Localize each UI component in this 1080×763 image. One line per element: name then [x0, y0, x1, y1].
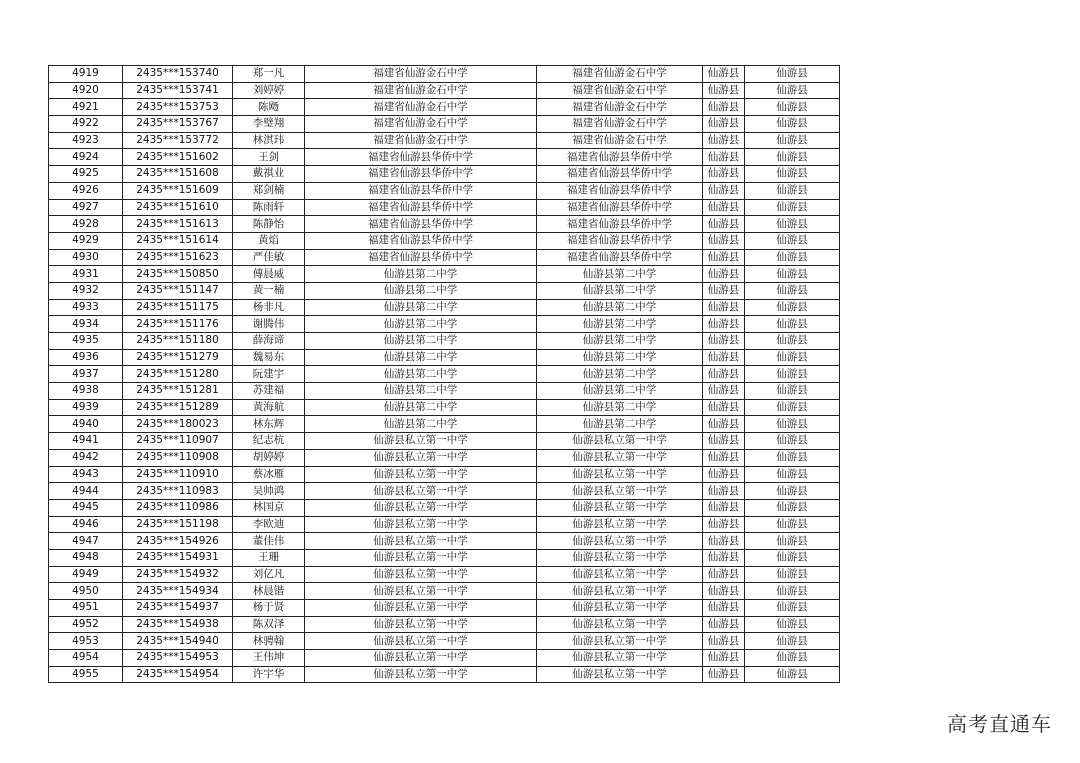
county-repeat-cell: 仙游县 — [745, 232, 840, 249]
student-name-cell: 王剑 — [233, 149, 305, 166]
county-repeat-cell: 仙游县 — [745, 216, 840, 233]
table-row — [49, 449, 840, 466]
row-number-cell: 4947 — [49, 533, 123, 550]
school-name-cell: 仙游县第二中学 — [305, 416, 537, 433]
school-name-cell: 福建省仙游县华侨中学 — [305, 199, 537, 216]
row-number-cell: 4939 — [49, 399, 123, 416]
exam-id-cell: 2435***151281 — [123, 383, 233, 400]
school-name-cell: 仙游县私立第一中学 — [305, 449, 537, 466]
county-repeat-cell: 仙游县 — [745, 66, 840, 83]
school-name-cell: 仙游县私立第一中学 — [305, 616, 537, 633]
student-name-cell: 蔡冰雁 — [233, 466, 305, 483]
school-name-cell: 福建省仙游金石中学 — [305, 99, 537, 116]
school-name-cell: 仙游县私立第一中学 — [305, 600, 537, 617]
row-number-cell: 4933 — [49, 299, 123, 316]
table-row — [49, 182, 840, 199]
school-name-cell: 福建省仙游金石中学 — [305, 66, 537, 83]
table-row — [49, 549, 840, 566]
school-name-repeat-cell: 仙游县第二中学 — [537, 416, 703, 433]
student-name-cell: 李璧翔 — [233, 116, 305, 133]
county-cell: 仙游县 — [703, 182, 745, 199]
county-cell: 仙游县 — [703, 399, 745, 416]
school-name-cell: 福建省仙游金石中学 — [305, 116, 537, 133]
exam-id-cell: 2435***154954 — [123, 666, 233, 683]
exam-id-cell: 2435***151608 — [123, 166, 233, 183]
county-repeat-cell: 仙游县 — [745, 583, 840, 600]
school-name-repeat-cell: 仙游县私立第一中学 — [537, 566, 703, 583]
county-cell: 仙游县 — [703, 333, 745, 350]
school-name-cell: 仙游县第二中学 — [305, 299, 537, 316]
school-name-cell: 仙游县私立第一中学 — [305, 466, 537, 483]
county-cell: 仙游县 — [703, 132, 745, 149]
school-name-repeat-cell: 仙游县私立第一中学 — [537, 616, 703, 633]
school-name-cell: 福建省仙游金石中学 — [305, 82, 537, 99]
table-row — [49, 249, 840, 266]
school-name-repeat-cell: 福建省仙游县华侨中学 — [537, 249, 703, 266]
exam-id-cell: 2435***153767 — [123, 116, 233, 133]
county-repeat-cell: 仙游县 — [745, 316, 840, 333]
county-cell: 仙游县 — [703, 566, 745, 583]
school-name-repeat-cell: 仙游县私立第一中学 — [537, 600, 703, 617]
row-number-cell: 4946 — [49, 516, 123, 533]
student-name-cell: 魏易东 — [233, 349, 305, 366]
row-number-cell: 4921 — [49, 99, 123, 116]
row-number-cell: 4920 — [49, 82, 123, 99]
row-number-cell: 4931 — [49, 266, 123, 283]
exam-id-cell: 2435***180023 — [123, 416, 233, 433]
table-row — [49, 282, 840, 299]
school-name-repeat-cell: 仙游县私立第一中学 — [537, 549, 703, 566]
table-row — [49, 399, 840, 416]
county-repeat-cell: 仙游县 — [745, 366, 840, 383]
county-repeat-cell: 仙游县 — [745, 633, 840, 650]
row-number-cell: 4937 — [49, 366, 123, 383]
student-name-cell: 陈飏 — [233, 99, 305, 116]
exam-id-cell: 2435***151180 — [123, 333, 233, 350]
county-cell: 仙游县 — [703, 466, 745, 483]
school-name-cell: 仙游县私立第一中学 — [305, 533, 537, 550]
county-cell: 仙游县 — [703, 282, 745, 299]
row-number-cell: 4951 — [49, 600, 123, 617]
school-name-cell: 仙游县私立第一中学 — [305, 483, 537, 500]
school-name-repeat-cell: 仙游县私立第一中学 — [537, 483, 703, 500]
student-name-cell: 黄焰 — [233, 232, 305, 249]
student-name-cell: 董佳伟 — [233, 533, 305, 550]
row-number-cell: 4930 — [49, 249, 123, 266]
county-repeat-cell: 仙游县 — [745, 466, 840, 483]
school-name-repeat-cell: 福建省仙游县华侨中学 — [537, 199, 703, 216]
county-repeat-cell: 仙游县 — [745, 433, 840, 450]
county-cell: 仙游县 — [703, 216, 745, 233]
exam-id-cell: 2435***154940 — [123, 633, 233, 650]
exam-id-cell: 2435***154931 — [123, 549, 233, 566]
table-row — [49, 383, 840, 400]
table-row — [49, 66, 840, 83]
school-name-repeat-cell: 仙游县私立第一中学 — [537, 449, 703, 466]
student-name-cell: 郑剑楠 — [233, 182, 305, 199]
county-cell: 仙游县 — [703, 650, 745, 667]
exam-id-cell: 2435***154926 — [123, 533, 233, 550]
student-name-cell: 薛海谛 — [233, 333, 305, 350]
school-name-cell: 仙游县私立第一中学 — [305, 633, 537, 650]
county-repeat-cell: 仙游县 — [745, 616, 840, 633]
row-number-cell: 4922 — [49, 116, 123, 133]
school-name-repeat-cell: 仙游县私立第一中学 — [537, 533, 703, 550]
exam-id-cell: 2435***153753 — [123, 99, 233, 116]
student-name-cell: 苏建福 — [233, 383, 305, 400]
school-name-repeat-cell: 仙游县私立第一中学 — [537, 516, 703, 533]
school-name-cell: 仙游县私立第一中学 — [305, 583, 537, 600]
school-name-repeat-cell: 福建省仙游金石中学 — [537, 82, 703, 99]
school-name-cell: 仙游县第二中学 — [305, 349, 537, 366]
row-number-cell: 4926 — [49, 182, 123, 199]
county-cell: 仙游县 — [703, 549, 745, 566]
student-name-cell: 刘亿凡 — [233, 566, 305, 583]
exam-id-cell: 2435***150850 — [123, 266, 233, 283]
table-row — [49, 416, 840, 433]
school-name-cell: 福建省仙游县华侨中学 — [305, 249, 537, 266]
roster-body — [49, 66, 840, 683]
county-repeat-cell: 仙游县 — [745, 82, 840, 99]
row-number-cell: 4925 — [49, 166, 123, 183]
school-name-cell: 福建省仙游县华侨中学 — [305, 216, 537, 233]
row-number-cell: 4948 — [49, 549, 123, 566]
student-name-cell: 吴帅鸿 — [233, 483, 305, 500]
county-cell: 仙游县 — [703, 199, 745, 216]
school-name-cell: 仙游县私立第一中学 — [305, 516, 537, 533]
table-row — [49, 366, 840, 383]
student-name-cell: 陈双泽 — [233, 616, 305, 633]
school-name-cell: 仙游县私立第一中学 — [305, 549, 537, 566]
exam-id-cell: 2435***153740 — [123, 66, 233, 83]
table-row — [49, 499, 840, 516]
row-number-cell: 4927 — [49, 199, 123, 216]
school-name-cell: 福建省仙游县华侨中学 — [305, 166, 537, 183]
school-name-repeat-cell: 仙游县私立第一中学 — [537, 433, 703, 450]
school-name-repeat-cell: 福建省仙游县华侨中学 — [537, 232, 703, 249]
county-cell: 仙游县 — [703, 449, 745, 466]
exam-id-cell: 2435***110907 — [123, 433, 233, 450]
student-name-cell: 刘婷婷 — [233, 82, 305, 99]
county-cell: 仙游县 — [703, 82, 745, 99]
table-row — [49, 349, 840, 366]
school-name-cell: 仙游县第二中学 — [305, 383, 537, 400]
school-name-repeat-cell: 福建省仙游县华侨中学 — [537, 216, 703, 233]
exam-id-cell: 2435***151602 — [123, 149, 233, 166]
row-number-cell: 4923 — [49, 132, 123, 149]
table-row — [49, 666, 840, 683]
county-repeat-cell: 仙游县 — [745, 182, 840, 199]
row-number-cell: 4938 — [49, 383, 123, 400]
school-name-cell: 仙游县第二中学 — [305, 399, 537, 416]
exam-id-cell: 2435***154953 — [123, 650, 233, 667]
exam-id-cell: 2435***110908 — [123, 449, 233, 466]
row-number-cell: 4929 — [49, 232, 123, 249]
county-repeat-cell: 仙游县 — [745, 116, 840, 133]
row-number-cell: 4936 — [49, 349, 123, 366]
student-name-cell: 林晨锴 — [233, 583, 305, 600]
county-repeat-cell: 仙游县 — [745, 449, 840, 466]
county-cell: 仙游县 — [703, 366, 745, 383]
table-row — [49, 132, 840, 149]
row-number-cell: 4950 — [49, 583, 123, 600]
county-repeat-cell: 仙游县 — [745, 399, 840, 416]
county-cell: 仙游县 — [703, 633, 745, 650]
table-row — [49, 166, 840, 183]
table-row — [49, 216, 840, 233]
school-name-repeat-cell: 仙游县私立第一中学 — [537, 499, 703, 516]
county-repeat-cell: 仙游县 — [745, 266, 840, 283]
student-name-cell: 许宇华 — [233, 666, 305, 683]
school-name-repeat-cell: 福建省仙游金石中学 — [537, 66, 703, 83]
student-name-cell: 林淇玮 — [233, 132, 305, 149]
exam-id-cell: 2435***154934 — [123, 583, 233, 600]
exam-id-cell: 2435***154932 — [123, 566, 233, 583]
table-row — [49, 266, 840, 283]
school-name-cell: 仙游县私立第一中学 — [305, 650, 537, 667]
county-repeat-cell: 仙游县 — [745, 533, 840, 550]
table-row — [49, 82, 840, 99]
table-row — [49, 533, 840, 550]
school-name-cell: 福建省仙游县华侨中学 — [305, 232, 537, 249]
row-number-cell: 4949 — [49, 566, 123, 583]
exam-id-cell: 2435***153741 — [123, 82, 233, 99]
exam-id-cell: 2435***153772 — [123, 132, 233, 149]
table-row — [49, 616, 840, 633]
county-repeat-cell: 仙游县 — [745, 282, 840, 299]
county-cell: 仙游县 — [703, 499, 745, 516]
school-name-repeat-cell: 仙游县私立第一中学 — [537, 633, 703, 650]
exam-id-cell: 2435***151175 — [123, 299, 233, 316]
county-cell: 仙游县 — [703, 116, 745, 133]
county-repeat-cell: 仙游县 — [745, 99, 840, 116]
county-cell: 仙游县 — [703, 266, 745, 283]
student-name-cell: 严佳敏 — [233, 249, 305, 266]
table-row — [49, 149, 840, 166]
exam-id-cell: 2435***151147 — [123, 282, 233, 299]
table-row — [49, 433, 840, 450]
exam-id-cell: 2435***151279 — [123, 349, 233, 366]
school-name-repeat-cell: 福建省仙游金石中学 — [537, 116, 703, 133]
school-name-repeat-cell: 仙游县第二中学 — [537, 316, 703, 333]
school-name-cell: 仙游县私立第一中学 — [305, 433, 537, 450]
county-cell: 仙游县 — [703, 616, 745, 633]
county-repeat-cell: 仙游县 — [745, 499, 840, 516]
exam-id-cell: 2435***154937 — [123, 600, 233, 617]
student-name-cell: 王伟坤 — [233, 650, 305, 667]
county-cell: 仙游县 — [703, 666, 745, 683]
county-repeat-cell: 仙游县 — [745, 549, 840, 566]
exam-id-cell: 2435***110983 — [123, 483, 233, 500]
school-name-repeat-cell: 仙游县私立第一中学 — [537, 583, 703, 600]
county-repeat-cell: 仙游县 — [745, 166, 840, 183]
county-repeat-cell: 仙游县 — [745, 566, 840, 583]
school-name-repeat-cell: 福建省仙游县华侨中学 — [537, 149, 703, 166]
school-name-repeat-cell: 福建省仙游县华侨中学 — [537, 182, 703, 199]
school-name-cell: 福建省仙游金石中学 — [305, 132, 537, 149]
student-name-cell: 杨非凡 — [233, 299, 305, 316]
row-number-cell: 4941 — [49, 433, 123, 450]
school-name-repeat-cell: 仙游县第二中学 — [537, 399, 703, 416]
student-name-cell: 黄一楠 — [233, 282, 305, 299]
county-cell: 仙游县 — [703, 533, 745, 550]
table-row — [49, 583, 840, 600]
row-number-cell: 4940 — [49, 416, 123, 433]
row-number-cell: 4943 — [49, 466, 123, 483]
county-cell: 仙游县 — [703, 383, 745, 400]
row-number-cell: 4953 — [49, 633, 123, 650]
row-number-cell: 4928 — [49, 216, 123, 233]
county-repeat-cell: 仙游县 — [745, 383, 840, 400]
county-cell: 仙游县 — [703, 416, 745, 433]
student-name-cell: 傅晨威 — [233, 266, 305, 283]
exam-id-cell: 2435***110986 — [123, 499, 233, 516]
student-name-cell: 王珊 — [233, 549, 305, 566]
exam-id-cell: 2435***151609 — [123, 182, 233, 199]
school-name-cell: 仙游县第二中学 — [305, 366, 537, 383]
student-name-cell: 纪志杭 — [233, 433, 305, 450]
school-name-repeat-cell: 仙游县第二中学 — [537, 366, 703, 383]
table-row — [49, 99, 840, 116]
table-row — [49, 299, 840, 316]
school-name-repeat-cell: 福建省仙游县华侨中学 — [537, 166, 703, 183]
table-row — [49, 600, 840, 617]
row-number-cell: 4935 — [49, 333, 123, 350]
exam-id-cell: 2435***151198 — [123, 516, 233, 533]
table-row — [49, 483, 840, 500]
school-name-repeat-cell: 仙游县第二中学 — [537, 299, 703, 316]
school-name-repeat-cell: 仙游县私立第一中学 — [537, 466, 703, 483]
school-name-repeat-cell: 仙游县私立第一中学 — [537, 666, 703, 683]
student-name-cell: 林骋翰 — [233, 633, 305, 650]
student-name-cell: 陈雨轩 — [233, 199, 305, 216]
table-row — [49, 466, 840, 483]
county-cell: 仙游县 — [703, 249, 745, 266]
school-name-cell: 仙游县私立第一中学 — [305, 666, 537, 683]
school-name-repeat-cell: 仙游县第二中学 — [537, 383, 703, 400]
county-repeat-cell: 仙游县 — [745, 149, 840, 166]
school-name-cell: 福建省仙游县华侨中学 — [305, 182, 537, 199]
table-row — [49, 516, 840, 533]
school-name-cell: 仙游县第二中学 — [305, 266, 537, 283]
county-cell: 仙游县 — [703, 483, 745, 500]
school-name-cell: 仙游县第二中学 — [305, 316, 537, 333]
exam-id-cell: 2435***151280 — [123, 366, 233, 383]
county-repeat-cell: 仙游县 — [745, 199, 840, 216]
county-cell: 仙游县 — [703, 349, 745, 366]
county-cell: 仙游县 — [703, 99, 745, 116]
student-name-cell: 胡婷婷 — [233, 449, 305, 466]
row-number-cell: 4955 — [49, 666, 123, 683]
exam-id-cell: 2435***151176 — [123, 316, 233, 333]
school-name-cell: 福建省仙游县华侨中学 — [305, 149, 537, 166]
row-number-cell: 4952 — [49, 616, 123, 633]
county-cell: 仙游县 — [703, 600, 745, 617]
student-name-cell: 陈静怡 — [233, 216, 305, 233]
exam-id-cell: 2435***151623 — [123, 249, 233, 266]
table-row — [49, 199, 840, 216]
student-name-cell: 李欧迪 — [233, 516, 305, 533]
student-name-cell: 阮建宇 — [233, 366, 305, 383]
county-repeat-cell: 仙游县 — [745, 132, 840, 149]
table-row — [49, 333, 840, 350]
table-row — [49, 566, 840, 583]
school-name-cell: 仙游县第二中学 — [305, 282, 537, 299]
student-name-cell: 林东辉 — [233, 416, 305, 433]
school-name-repeat-cell: 仙游县私立第一中学 — [537, 650, 703, 667]
county-cell: 仙游县 — [703, 232, 745, 249]
county-repeat-cell: 仙游县 — [745, 249, 840, 266]
row-number-cell: 4919 — [49, 66, 123, 83]
exam-id-cell: 2435***151289 — [123, 399, 233, 416]
county-repeat-cell: 仙游县 — [745, 333, 840, 350]
watermark-text: 高考直通车 — [947, 712, 1052, 736]
student-name-cell: 林国京 — [233, 499, 305, 516]
row-number-cell: 4945 — [49, 499, 123, 516]
table-row — [49, 650, 840, 667]
student-name-cell: 谢腾伟 — [233, 316, 305, 333]
school-name-repeat-cell: 福建省仙游金石中学 — [537, 132, 703, 149]
row-number-cell: 4932 — [49, 282, 123, 299]
exam-id-cell: 2435***151610 — [123, 199, 233, 216]
row-number-cell: 4942 — [49, 449, 123, 466]
table-row — [49, 316, 840, 333]
exam-id-cell: 2435***151613 — [123, 216, 233, 233]
table-row — [49, 232, 840, 249]
row-number-cell: 4954 — [49, 650, 123, 667]
school-name-cell: 仙游县第二中学 — [305, 333, 537, 350]
school-name-repeat-cell: 仙游县第二中学 — [537, 333, 703, 350]
row-number-cell: 4924 — [49, 149, 123, 166]
county-cell: 仙游县 — [703, 433, 745, 450]
school-name-repeat-cell: 仙游县第二中学 — [537, 282, 703, 299]
county-cell: 仙游县 — [703, 166, 745, 183]
county-cell: 仙游县 — [703, 316, 745, 333]
county-cell: 仙游县 — [703, 149, 745, 166]
table-row — [49, 116, 840, 133]
exam-id-cell: 2435***154938 — [123, 616, 233, 633]
row-number-cell: 4934 — [49, 316, 123, 333]
county-cell: 仙游县 — [703, 299, 745, 316]
county-cell: 仙游县 — [703, 583, 745, 600]
county-repeat-cell: 仙游县 — [745, 600, 840, 617]
student-roster-table — [48, 65, 840, 683]
county-repeat-cell: 仙游县 — [745, 299, 840, 316]
student-name-cell: 黄海航 — [233, 399, 305, 416]
county-cell: 仙游县 — [703, 516, 745, 533]
student-name-cell: 杨于贤 — [233, 600, 305, 617]
exam-id-cell: 2435***110910 — [123, 466, 233, 483]
county-repeat-cell: 仙游县 — [745, 483, 840, 500]
student-name-cell: 戴祺业 — [233, 166, 305, 183]
table-row — [49, 633, 840, 650]
county-repeat-cell: 仙游县 — [745, 416, 840, 433]
school-name-repeat-cell: 仙游县第二中学 — [537, 349, 703, 366]
county-repeat-cell: 仙游县 — [745, 516, 840, 533]
school-name-repeat-cell: 福建省仙游金石中学 — [537, 99, 703, 116]
school-name-cell: 仙游县私立第一中学 — [305, 499, 537, 516]
school-name-repeat-cell: 仙游县第二中学 — [537, 266, 703, 283]
school-name-cell: 仙游县私立第一中学 — [305, 566, 537, 583]
county-cell: 仙游县 — [703, 66, 745, 83]
county-repeat-cell: 仙游县 — [745, 666, 840, 683]
exam-id-cell: 2435***151614 — [123, 232, 233, 249]
student-name-cell: 郑一凡 — [233, 66, 305, 83]
county-repeat-cell: 仙游县 — [745, 650, 840, 667]
row-number-cell: 4944 — [49, 483, 123, 500]
county-repeat-cell: 仙游县 — [745, 349, 840, 366]
